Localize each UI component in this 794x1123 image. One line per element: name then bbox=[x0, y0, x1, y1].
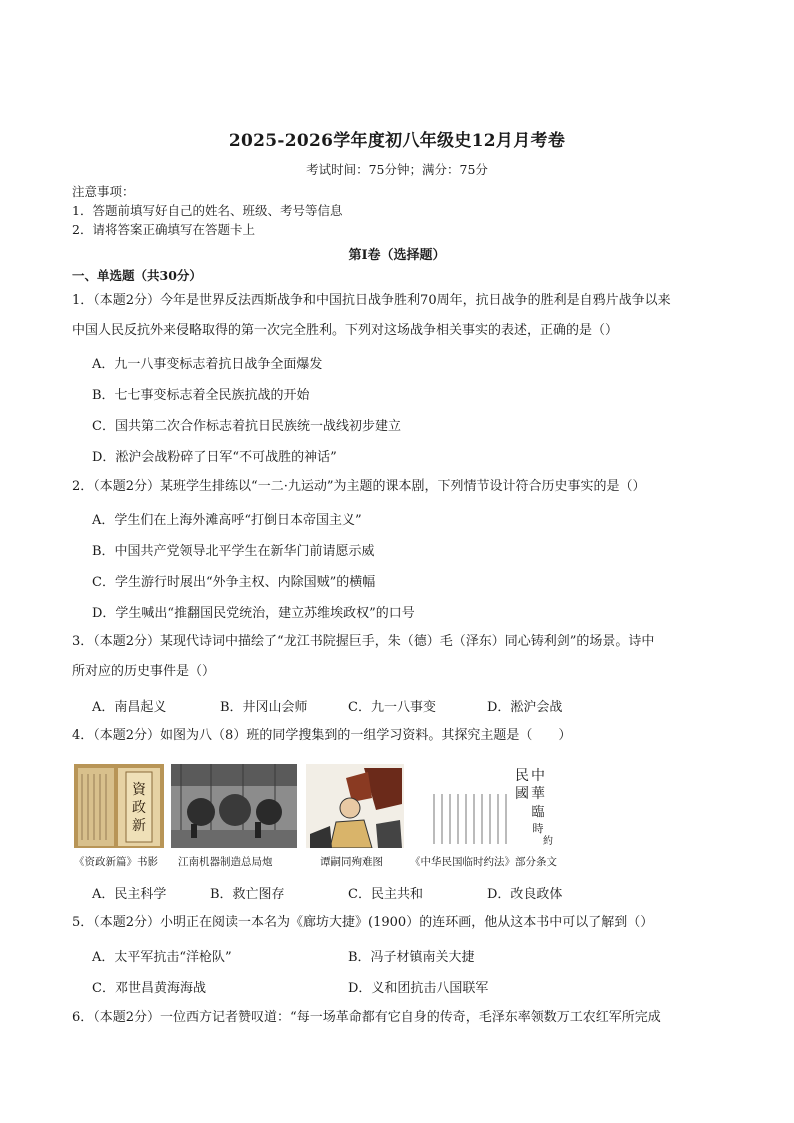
question-3-stem bbox=[72, 627, 724, 687]
question-4-stem bbox=[72, 721, 724, 751]
svg-text:臨: 臨 bbox=[531, 805, 545, 820]
exam-title: 2025-2026学年度初八年级史12月月考卷 bbox=[228, 131, 566, 151]
question-4-option-b: B．救亡图存 bbox=[210, 887, 285, 902]
notes-item: 2．请将答案正确填写在答题卡上 bbox=[72, 222, 255, 237]
question-1-option-d: D．淞沪会战粉碎了日军“不可战胜的神话” bbox=[92, 450, 337, 465]
stem-line: 1．（本题2分）今年是世界反法西斯战争和中国抗日战争胜利70周年，抗日战争的胜利是自鸦片战争以来 bbox=[72, 293, 671, 308]
svg-text:約: 約 bbox=[543, 836, 553, 847]
arsenal-photo-image bbox=[171, 764, 297, 848]
stem-line: 中国人民反抗外来侵略取得的第一次完全胜利。下列对这场战争相关事实的表述，正确的是（） bbox=[72, 323, 619, 338]
figure-caption: 谭嗣同殉难图 bbox=[320, 856, 383, 868]
book-cover-image bbox=[74, 764, 164, 848]
exam-subtitle: 考试时间：75分钟；满分：75分 bbox=[306, 162, 488, 177]
part-title: 一、单选题（共30分） bbox=[72, 268, 202, 283]
stem-line: 所对应的历史事件是（） bbox=[72, 664, 216, 679]
svg-text:時: 時 bbox=[532, 822, 544, 835]
question-1-option-b: B．七七事变标志着全民族抗战的开始 bbox=[92, 388, 310, 403]
question-5-option-b: B．冯子材镇南关大捷 bbox=[348, 950, 475, 965]
svg-text:中: 中 bbox=[531, 768, 545, 784]
question-3-option-a: A．南昌起义 bbox=[92, 700, 167, 715]
provisional-constitution-image bbox=[426, 764, 556, 848]
question-2-stem bbox=[72, 472, 724, 502]
section-title: 第Ⅰ卷（选择题） bbox=[348, 248, 446, 263]
question-4-option-a: A．民主科学 bbox=[92, 887, 167, 902]
question-6-stem bbox=[72, 1003, 724, 1033]
question-2-option-a: A．学生们在上海外滩高呼“打倒日本帝国主义” bbox=[92, 513, 362, 528]
stem-line: 4．（本题2分）如图为八（8）班的同学搜集到的一组学习资料。其探究主题是（ ） bbox=[72, 728, 572, 743]
stem-line: 2．（本题2分）某班学生排练以“一二·九运动”为主题的课本剧，下列情节设计符合历史事实的是（） bbox=[72, 479, 646, 494]
question-3-option-c: C．九一八事变 bbox=[348, 700, 436, 715]
stem-line: 3．（本题2分）某现代诗词中描绘了“龙江书院握巨手，朱（德）毛（泽东）同心铸利剑”的场景。诗中 bbox=[72, 634, 655, 649]
svg-text:新: 新 bbox=[132, 818, 146, 834]
question-5-option-c: C．邓世昌黄海海战 bbox=[92, 981, 206, 996]
figure-caption: 江南机器制造总局炮 bbox=[178, 856, 273, 868]
question-3-option-d: D．淞沪会战 bbox=[487, 700, 563, 715]
question-2-option-d: D．学生喊出“推翻国民党统治，建立苏维埃政权”的口号 bbox=[92, 606, 415, 621]
question-2-option-c: C．学生游行时展出“外争主权、内除国贼”的横幅 bbox=[92, 575, 376, 590]
question-5-option-a: A．太平军抗击“洋枪队” bbox=[92, 950, 232, 965]
question-1-option-c: C．国共第二次合作标志着抗日民族统一战线初步建立 bbox=[92, 419, 401, 434]
question-2-option-b: B．中国共产党领导北平学生在新华门前请愿示威 bbox=[92, 544, 375, 559]
question-3-option-b: B．井冈山会师 bbox=[220, 700, 308, 715]
svg-text:民: 民 bbox=[515, 768, 529, 784]
figure-caption: 《中华民国临时约法》部分条文 bbox=[410, 856, 557, 868]
notes-block bbox=[72, 182, 342, 239]
tan-sitong-illustration bbox=[306, 764, 404, 848]
notes-heading: 注意事项： bbox=[72, 184, 135, 199]
stem-line: 6．（本题2分）一位西方记者赞叹道：“每一场革命都有它自身的传奇，毛泽东率领数万工农红军所完成 bbox=[72, 1010, 661, 1025]
svg-text:國: 國 bbox=[515, 786, 529, 802]
figure-caption: 《资政新篇》书影 bbox=[74, 856, 158, 868]
question-4-option-d: D．改良政体 bbox=[487, 887, 563, 902]
question-5-stem bbox=[72, 908, 724, 938]
question-1-option-a: A．九一八事变标志着抗日战争全面爆发 bbox=[92, 357, 323, 372]
svg-text:華: 華 bbox=[531, 786, 545, 802]
stem-line: 5．（本题2分）小明正在阅读一本名为《廊坊大捷》(1900）的连环画，他从这本书中可以了解到（） bbox=[72, 915, 654, 930]
svg-text:資: 資 bbox=[132, 782, 146, 798]
question-5-option-d: D．义和团抗击八国联军 bbox=[348, 981, 489, 996]
svg-text:政: 政 bbox=[132, 800, 146, 816]
question-4-option-c: C．民主共和 bbox=[348, 887, 423, 902]
question-4-figures bbox=[74, 764, 594, 868]
question-1-stem bbox=[72, 286, 724, 346]
notes-item: 1．答题前填写好自己的姓名、班级、考号等信息 bbox=[72, 203, 343, 218]
